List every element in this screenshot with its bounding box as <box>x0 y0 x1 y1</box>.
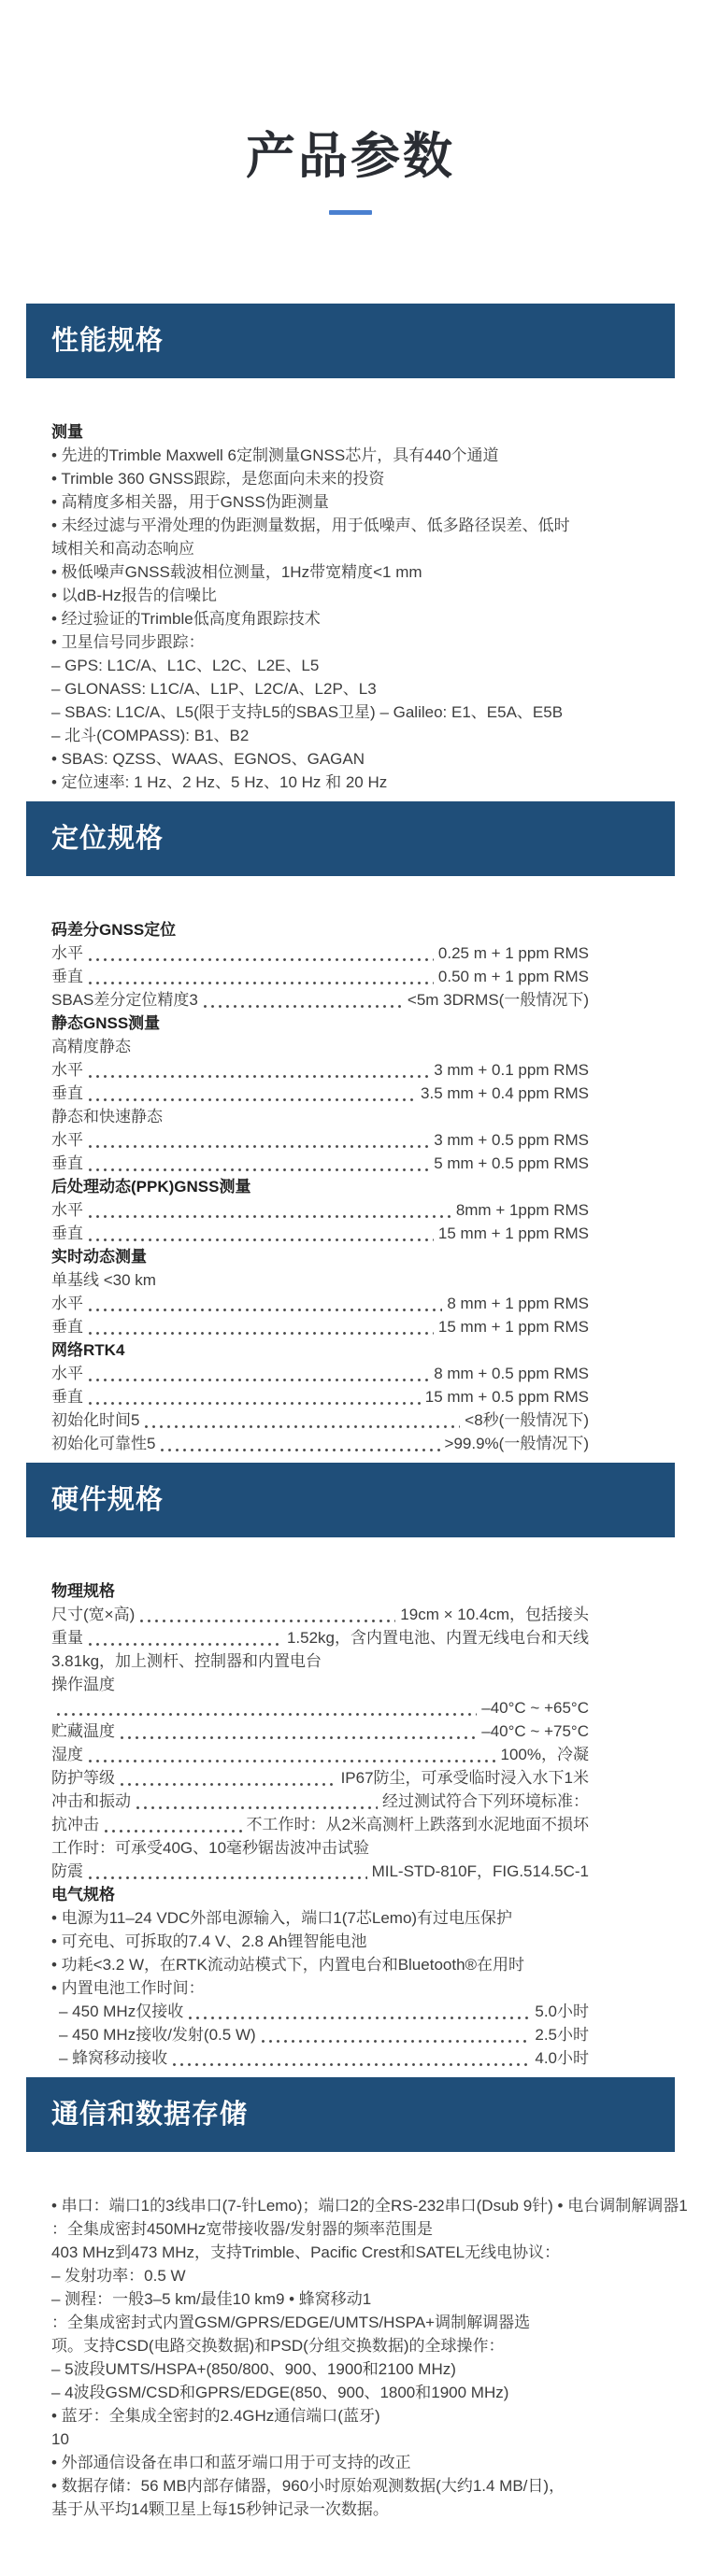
spec-text-line: • 功耗<3.2 W，在RTK流动站模式下，内置电台和Bluetooth®在用时 <box>51 1956 525 1974</box>
dot-leader <box>88 981 434 985</box>
spec-row <box>51 2023 589 2046</box>
spec-label: 垂直 <box>51 968 83 985</box>
spec-value: 8mm + 1ppm RMS <box>455 1201 589 1219</box>
spec-value: 3.5 mm + 0.4 ppm RMS <box>421 1084 589 1102</box>
spec-value: 19cm × 10.4cm，包括接头 <box>400 1606 589 1623</box>
spec-value: 100%，冷凝 <box>500 1746 589 1763</box>
section-title: 性能规格 <box>51 325 165 356</box>
spec-text-line: • 卫星信号同步跟踪： <box>51 633 205 651</box>
dot-leader <box>88 1144 429 1149</box>
spec-row <box>51 1743 589 1766</box>
dot-leader <box>203 1004 403 1009</box>
spec-row <box>51 1128 589 1152</box>
spec-value: >99.9%(一般情况下) <box>444 1435 589 1452</box>
dot-leader <box>88 1759 496 1763</box>
spec-text-line: • 外部通信设备在串口和蓝牙端口用于可支持的改正 <box>51 2454 411 2471</box>
spec-value: –40°C ~ +65°C <box>481 1699 589 1717</box>
spec-subheading: 网络RTK4 <box>51 1341 125 1359</box>
spec-value: 3 mm + 0.5 ppm RMS <box>434 1131 589 1149</box>
dot-leader <box>88 1331 434 1336</box>
spec-value: 不工作时：从2米高测杆上跌落到水泥地面不损坏 <box>246 1816 589 1833</box>
spec-label: 水平 <box>51 1131 83 1149</box>
spec-subheading: 实时动态测量 <box>51 1248 147 1266</box>
spec-row <box>51 1082 589 1105</box>
section-banner <box>26 801 675 876</box>
spec-text-line: 单基线 <30 km <box>51 1271 156 1289</box>
spec-text-line: • 先进的Trimble Maxwell 6定制测量GNSS芯片，具有440个通道 <box>51 446 499 464</box>
spec-row <box>51 2000 589 2023</box>
spec-label: SBAS差分定位精度3 <box>51 991 198 1009</box>
spec-label: 抗冲击 <box>51 1816 99 1833</box>
spec-row <box>51 1362 589 1385</box>
spec-row <box>51 1790 589 1813</box>
spec-label: – 450 MHz仅接收 <box>59 2003 184 2020</box>
spec-sections <box>0 304 701 2528</box>
section-title: 硬件规格 <box>51 1484 165 1515</box>
spec-text-line: • 串口：端口1的3线串口(7-针Lemo)；端口2的全RS-232串口(Dsub 9针) • 电台调制解调器1 <box>51 2197 688 2215</box>
dot-leader <box>88 1074 429 1079</box>
dot-leader <box>88 1378 429 1382</box>
spec-text-line: • 定位速率: 1 Hz、2 Hz、5 Hz、10 Hz 和 20 Hz <box>51 773 388 791</box>
spec-row <box>51 1603 589 1626</box>
spec-text-line: – 4波段GSM/CSD和GPRS/EDGE(850、900、1800和1900 MHz) <box>51 2384 509 2401</box>
spec-text-line: – SBAS: L1C/A、L5(限于支持L5的SBAS卫星) – Galileo: E1、E5A、E5B <box>51 703 564 721</box>
spec-text-line: – 测程：一般3–5 km/最佳10 km9 • 蜂窝移动1 <box>51 2290 372 2308</box>
dot-leader <box>160 1448 439 1452</box>
spec-row <box>51 1432 589 1455</box>
spec-value: –40°C ~ +75°C <box>481 1722 589 1740</box>
spec-label: 垂直 <box>51 1154 83 1172</box>
spec-value: 2.5小时 <box>535 2026 589 2044</box>
spec-row <box>51 1315 589 1338</box>
spec-text-line: – 5波段UMTS/HSPA+(850/800、900、1900和2100 MHz) <box>51 2360 456 2378</box>
section-banner <box>26 304 675 378</box>
section-title: 定位规格 <box>51 823 165 854</box>
spec-label: 水平 <box>51 1365 83 1382</box>
spec-text-line: • 蓝牙：全集成全密封的2.4GHz通信端口(蓝牙) <box>51 2407 380 2425</box>
dot-leader <box>120 1782 336 1787</box>
spec-row <box>51 1198 589 1222</box>
section-banner <box>26 1463 675 1537</box>
spec-row <box>51 1720 589 1743</box>
section-content <box>0 876 701 1463</box>
spec-text-line: – GPS: L1C/A、L1C、L2C、L2E、L5 <box>51 657 320 674</box>
spec-value: 5.0小时 <box>535 2003 589 2020</box>
spec-label: 初始化时间5 <box>51 1411 140 1429</box>
spec-label: 水平 <box>51 1061 83 1079</box>
spec-text-line: • 以dB-Hz报告的信噪比 <box>51 587 217 604</box>
spec-label: 尺寸(宽×高) <box>51 1606 136 1623</box>
dot-leader <box>144 1424 460 1429</box>
spec-value: 经过测试符合下列环境标准： <box>382 1792 589 1810</box>
spec-label: 水平 <box>51 944 83 962</box>
spec-text-line: ：全集成密封式内置GSM/GPRS/EDGE/UMTS/HSPA+调制解调器选 <box>51 2314 531 2331</box>
spec-section <box>0 801 701 1463</box>
spec-label: 垂直 <box>51 1224 83 1242</box>
spec-row <box>51 1813 589 1836</box>
spec-value: 3 mm + 0.1 ppm RMS <box>434 1061 589 1079</box>
dot-leader <box>188 2016 530 2020</box>
spec-label: 重量 <box>51 1629 83 1647</box>
section-content <box>0 1537 701 2077</box>
spec-row <box>51 1860 589 1883</box>
spec-text-line: – GLONASS: L1C/A、L1P、L2C/A、L2P、L3 <box>51 680 377 698</box>
spec-label: 防震 <box>51 1862 83 1880</box>
spec-value: 15 mm + 0.5 ppm RMS <box>424 1388 589 1406</box>
dot-leader <box>88 1308 442 1312</box>
dot-leader <box>104 1829 242 1833</box>
dot-leader <box>88 1642 282 1647</box>
spec-row <box>51 1385 589 1408</box>
spec-value: 15 mm + 1 ppm RMS <box>437 1318 589 1336</box>
spec-section <box>0 304 701 801</box>
section-title: 通信和数据存储 <box>51 2099 249 2130</box>
spec-row <box>51 1408 589 1432</box>
spec-text-line: – 北斗(COMPASS): B1、B2 <box>51 727 250 744</box>
dot-leader <box>88 1875 367 1880</box>
dot-leader <box>261 2039 531 2044</box>
spec-row <box>51 988 589 1012</box>
spec-value: 8 mm + 0.5 ppm RMS <box>434 1365 589 1382</box>
dot-leader <box>88 1168 429 1172</box>
spec-text-line: 操作温度 <box>51 1676 115 1693</box>
spec-row <box>51 1292 589 1315</box>
spec-subheading: 测量 <box>51 423 83 441</box>
spec-value: <8秒(一般情况下) <box>465 1411 589 1429</box>
spec-text-line: – 发射功率：0.5 W <box>51 2267 186 2285</box>
spec-text-line: • 高精度多相关器，用于GNSS伪距测量 <box>51 493 329 511</box>
section-content <box>0 378 701 801</box>
spec-label: 垂直 <box>51 1318 83 1336</box>
spec-row <box>51 1766 589 1790</box>
spec-label: 初始化可靠性5 <box>51 1435 156 1452</box>
spec-subheading: 电气规格 <box>51 1886 115 1904</box>
spec-text-line: • 可充电、可拆取的7.4 V、2.8 Ah锂智能电池 <box>51 1932 367 1950</box>
spec-text-line: • 电源为11–24 VDC外部电源输入，端口1(7芯Lemo)有过电压保护 <box>51 1909 513 1927</box>
spec-row <box>51 1222 589 1245</box>
spec-value: 8 mm + 1 ppm RMS <box>447 1295 589 1312</box>
spec-row <box>51 1152 589 1175</box>
dot-leader <box>88 1214 451 1219</box>
spec-text-line: 工作时：可承受40G、10毫秒锯齿波冲击试验 <box>51 1839 370 1857</box>
spec-text-line: 3.81kg，加上测杆、控制器和内置电台 <box>51 1652 322 1670</box>
spec-value: 0.50 m + 1 ppm RMS <box>437 968 589 985</box>
spec-value: 4.0小时 <box>535 2049 589 2067</box>
spec-text-line: 10 <box>51 2430 69 2448</box>
dot-leader <box>88 1097 416 1102</box>
spec-label: 贮藏温度 <box>51 1722 115 1740</box>
spec-text-line: 403 MHz到473 MHz，支持Trimble、Pacific Crest和SATEL无线电协议： <box>51 2243 561 2261</box>
spec-value: IP67防尘，可承受临时浸入水下1米 <box>340 1769 589 1787</box>
title-underline-decoration <box>329 210 372 215</box>
spec-text-line: • 经过验证的Trimble低高度角跟踪技术 <box>51 610 321 628</box>
spec-label: 湿度 <box>51 1746 83 1763</box>
spec-text-line: • Trimble 360 GNSS跟踪，是您面向未来的投资 <box>51 470 385 488</box>
spec-value: 1.52kg，含内置电池、内置无线电台和天线 <box>286 1629 589 1647</box>
spec-text-line: 域相关和高动态响应 <box>51 540 194 558</box>
section-content <box>0 2152 701 2528</box>
dot-leader <box>56 1712 477 1717</box>
spec-value: 15 mm + 1 ppm RMS <box>437 1224 589 1242</box>
spec-row <box>51 1626 589 1649</box>
dot-leader <box>88 1238 434 1242</box>
dot-leader <box>88 1401 421 1406</box>
spec-text-line: 静态和快速静态 <box>51 1108 163 1125</box>
spec-label: 防护等级 <box>51 1769 115 1787</box>
spec-label: – 450 MHz接收/发射(0.5 W) <box>59 2026 256 2044</box>
spec-row <box>51 1696 589 1720</box>
dot-leader <box>172 2062 530 2067</box>
section-banner <box>26 2077 675 2152</box>
spec-text-line: ：全集成密封450MHz宽带接收器/发射器的频率范围是 <box>51 2220 434 2238</box>
spec-subheading: 后处理动态(PPK)GNSS测量 <box>51 1178 251 1196</box>
spec-label: – 蜂窝移动接收 <box>59 2049 168 2067</box>
spec-text-line: • 内置电池工作时间： <box>51 1979 205 1997</box>
page-title: 产品参数 <box>246 129 455 184</box>
spec-text-line: • SBAS: QZSS、WAAS、EGNOS、GAGAN <box>51 750 365 768</box>
spec-row <box>51 2046 589 2070</box>
spec-label: 水平 <box>51 1295 83 1312</box>
spec-section <box>0 1463 701 2077</box>
spec-text-line: 高精度静态 <box>51 1038 131 1055</box>
spec-subheading: 物理规格 <box>51 1582 115 1600</box>
spec-label: 垂直 <box>51 1084 83 1102</box>
spec-value: 0.25 m + 1 ppm RMS <box>437 944 589 962</box>
spec-text-line: 基于从平均14颗卫星上每15秒钟记录一次数据。 <box>51 2500 389 2518</box>
spec-section <box>0 2077 701 2528</box>
spec-label: 冲击和振动 <box>51 1792 131 1810</box>
spec-text-line: • 未经过滤与平滑处理的伪距测量数据，用于低噪声、低多路径误差、低时 <box>51 517 570 534</box>
spec-text-line: • 数据存储：56 MB内部存储器，960小时原始观测数据(大约1.4 MB/日)， <box>51 2477 565 2495</box>
spec-row <box>51 941 589 965</box>
spec-value: <5m 3DRMS(一般情况下) <box>407 991 589 1009</box>
spec-value: MIL-STD-810F，FIG.514.5C-1 <box>371 1862 589 1880</box>
dot-leader <box>139 1619 395 1623</box>
spec-text-line: • 极低噪声GNSS载波相位测量，1Hz带宽精度<1 mm <box>51 563 422 581</box>
spec-label: 垂直 <box>51 1388 83 1406</box>
spec-row <box>51 965 589 988</box>
dot-leader <box>136 1805 378 1810</box>
spec-text-line: 项。支持CSD(电路交换数据)和PSD(分组交换数据)的全球操作： <box>51 2337 505 2355</box>
dot-leader <box>88 957 434 962</box>
spec-label: 水平 <box>51 1201 83 1219</box>
spec-subheading: 码差分GNSS定位 <box>51 921 177 939</box>
spec-subheading: 静态GNSS测量 <box>51 1014 161 1032</box>
dot-leader <box>120 1735 477 1740</box>
spec-row <box>51 1058 589 1082</box>
spec-value: 5 mm + 0.5 ppm RMS <box>434 1154 589 1172</box>
